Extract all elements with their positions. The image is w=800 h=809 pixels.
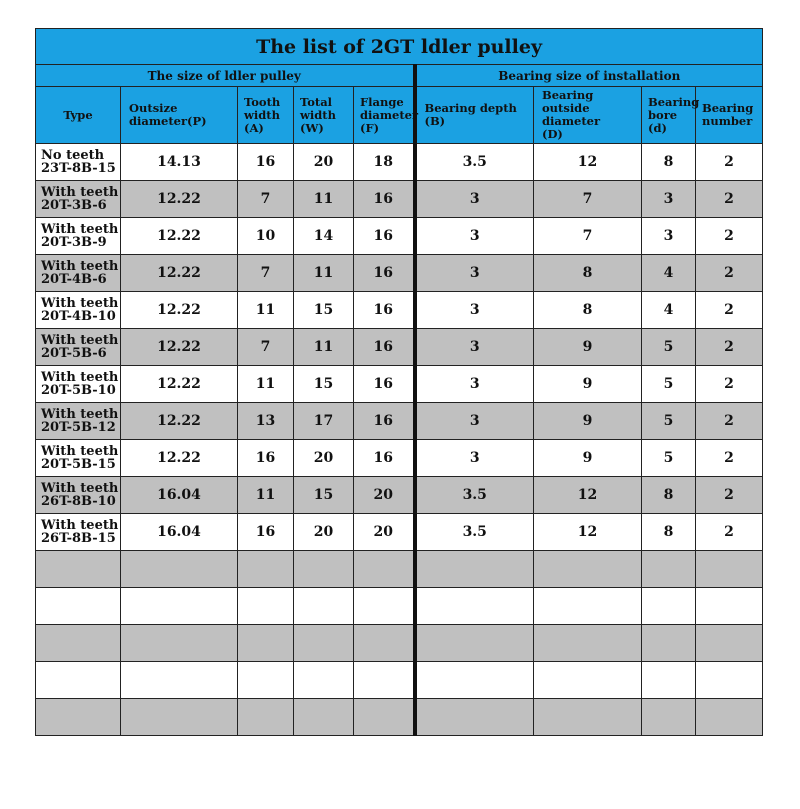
type-code: 20T-5B-6 bbox=[41, 346, 107, 361]
cell-flange-diameter: 18 bbox=[354, 144, 415, 181]
cell-bearing-outside-diameter: 7 bbox=[534, 218, 642, 255]
cell-tooth-width: 10 bbox=[238, 218, 294, 255]
type-code: 20T-4B-10 bbox=[41, 309, 116, 324]
cell-bearing-depth bbox=[415, 625, 534, 662]
cell-flange-diameter: 20 bbox=[354, 477, 415, 514]
cell-total-width bbox=[294, 625, 354, 662]
group-header-bearing-size: Bearing size of installation bbox=[415, 65, 763, 87]
type-code: 20T-4B-6 bbox=[41, 272, 107, 287]
cell-bearing-bore bbox=[642, 625, 696, 662]
cell-flange-diameter bbox=[354, 699, 415, 736]
cell-bearing-depth: 3 bbox=[415, 403, 534, 440]
cell-bearing-number: 2 bbox=[696, 403, 763, 440]
table-row bbox=[36, 181, 763, 218]
cell-bearing-depth bbox=[415, 662, 534, 699]
type-label: With teeth bbox=[41, 222, 119, 237]
cell-bearing-bore: 5 bbox=[642, 440, 696, 477]
cell-flange-diameter: 16 bbox=[354, 218, 415, 255]
cell-bearing-depth: 3 bbox=[415, 366, 534, 403]
col-header-bearing-bore: Bearing bore (d) bbox=[642, 87, 696, 144]
col-header-total-width: Total width (W) bbox=[294, 87, 354, 144]
cell-outsize-diameter: 12.22 bbox=[121, 255, 238, 292]
cell-tooth-width: 7 bbox=[238, 255, 294, 292]
cell-bearing-outside-diameter: 8 bbox=[534, 292, 642, 329]
cell-bearing-bore bbox=[642, 551, 696, 588]
cell-type bbox=[36, 181, 121, 218]
type-label: With teeth bbox=[41, 518, 119, 533]
table-row bbox=[36, 292, 763, 329]
type-code: 20T-5B-10 bbox=[41, 383, 116, 398]
cell-bearing-bore: 3 bbox=[642, 218, 696, 255]
cell-outsize-diameter: 12.22 bbox=[121, 440, 238, 477]
cell-type bbox=[36, 440, 121, 477]
col-header-flange-diameter: Flange diameter (F) bbox=[354, 87, 415, 144]
cell-bearing-bore: 4 bbox=[642, 255, 696, 292]
cell-total-width: 20 bbox=[294, 440, 354, 477]
type-label: With teeth bbox=[41, 333, 119, 348]
cell-tooth-width bbox=[238, 625, 294, 662]
table-row bbox=[36, 477, 763, 514]
cell-bearing-outside-diameter: 12 bbox=[534, 477, 642, 514]
cell-bearing-bore: 5 bbox=[642, 366, 696, 403]
pulley-table bbox=[35, 28, 763, 736]
cell-flange-diameter bbox=[354, 588, 415, 625]
cell-bearing-depth bbox=[415, 588, 534, 625]
cell-bearing-bore bbox=[642, 662, 696, 699]
cell-total-width: 14 bbox=[294, 218, 354, 255]
cell-bearing-number: 2 bbox=[696, 366, 763, 403]
cell-bearing-outside-diameter bbox=[534, 625, 642, 662]
cell-tooth-width: 11 bbox=[238, 477, 294, 514]
cell-bearing-bore: 8 bbox=[642, 477, 696, 514]
cell-flange-diameter bbox=[354, 551, 415, 588]
cell-total-width: 15 bbox=[294, 477, 354, 514]
cell-tooth-width: 11 bbox=[238, 292, 294, 329]
cell-type bbox=[36, 329, 121, 366]
table-row bbox=[36, 699, 763, 736]
col-header-bearing-outside-diameter: Bearing outside diameter (D) bbox=[534, 87, 642, 144]
cell-tooth-width bbox=[238, 551, 294, 588]
cell-bearing-outside-diameter bbox=[534, 588, 642, 625]
cell-bearing-outside-diameter: 12 bbox=[534, 144, 642, 181]
cell-bearing-depth: 3.5 bbox=[415, 514, 534, 551]
cell-total-width bbox=[294, 699, 354, 736]
cell-type bbox=[36, 366, 121, 403]
cell-flange-diameter: 20 bbox=[354, 514, 415, 551]
table-row bbox=[36, 514, 763, 551]
cell-bearing-outside-diameter: 8 bbox=[534, 255, 642, 292]
type-code: 26T-8B-15 bbox=[41, 531, 116, 546]
cell-type bbox=[36, 477, 121, 514]
cell-bearing-outside-diameter bbox=[534, 551, 642, 588]
col-header-bearing-number: Bearing number bbox=[696, 87, 763, 144]
cell-type bbox=[36, 255, 121, 292]
type-code: 20T-5B-12 bbox=[41, 420, 116, 435]
cell-bearing-outside-diameter: 9 bbox=[534, 366, 642, 403]
cell-type bbox=[36, 625, 121, 662]
cell-flange-diameter: 16 bbox=[354, 292, 415, 329]
type-label: With teeth bbox=[41, 407, 119, 422]
cell-outsize-diameter: 12.22 bbox=[121, 403, 238, 440]
cell-total-width bbox=[294, 588, 354, 625]
cell-total-width: 20 bbox=[294, 514, 354, 551]
cell-bearing-outside-diameter: 12 bbox=[534, 514, 642, 551]
cell-type bbox=[36, 292, 121, 329]
cell-outsize-diameter: 12.22 bbox=[121, 366, 238, 403]
cell-bearing-outside-diameter: 9 bbox=[534, 440, 642, 477]
cell-flange-diameter: 16 bbox=[354, 181, 415, 218]
cell-bearing-number bbox=[696, 625, 763, 662]
cell-total-width bbox=[294, 551, 354, 588]
table-row bbox=[36, 551, 763, 588]
type-label: With teeth bbox=[41, 444, 119, 459]
cell-bearing-number: 2 bbox=[696, 440, 763, 477]
cell-total-width: 11 bbox=[294, 181, 354, 218]
cell-total-width: 15 bbox=[294, 366, 354, 403]
table-row bbox=[36, 588, 763, 625]
cell-type bbox=[36, 588, 121, 625]
table-row bbox=[36, 329, 763, 366]
cell-outsize-diameter bbox=[121, 699, 238, 736]
cell-outsize-diameter: 12.22 bbox=[121, 181, 238, 218]
cell-bearing-bore: 8 bbox=[642, 144, 696, 181]
table-row bbox=[36, 218, 763, 255]
table-row bbox=[36, 403, 763, 440]
cell-bearing-bore: 8 bbox=[642, 514, 696, 551]
cell-tooth-width: 16 bbox=[238, 440, 294, 477]
cell-total-width: 17 bbox=[294, 403, 354, 440]
cell-bearing-depth bbox=[415, 699, 534, 736]
cell-flange-diameter bbox=[354, 662, 415, 699]
type-code: 26T-8B-10 bbox=[41, 494, 116, 509]
cell-bearing-number: 2 bbox=[696, 218, 763, 255]
cell-outsize-diameter: 16.04 bbox=[121, 477, 238, 514]
cell-bearing-bore bbox=[642, 588, 696, 625]
cell-bearing-depth: 3 bbox=[415, 181, 534, 218]
cell-outsize-diameter: 12.22 bbox=[121, 329, 238, 366]
cell-total-width: 20 bbox=[294, 144, 354, 181]
cell-bearing-number: 2 bbox=[696, 477, 763, 514]
type-label: No teeth bbox=[41, 148, 105, 163]
cell-tooth-width: 11 bbox=[238, 366, 294, 403]
cell-flange-diameter: 16 bbox=[354, 255, 415, 292]
cell-bearing-depth bbox=[415, 551, 534, 588]
table-row bbox=[36, 662, 763, 699]
cell-bearing-depth: 3.5 bbox=[415, 144, 534, 181]
cell-bearing-number: 2 bbox=[696, 181, 763, 218]
cell-bearing-number bbox=[696, 699, 763, 736]
type-code: 23T-8B-15 bbox=[41, 161, 116, 176]
cell-bearing-depth: 3.5 bbox=[415, 477, 534, 514]
cell-total-width: 11 bbox=[294, 329, 354, 366]
cell-bearing-depth: 3 bbox=[415, 329, 534, 366]
table-row bbox=[36, 625, 763, 662]
cell-flange-diameter: 16 bbox=[354, 440, 415, 477]
cell-bearing-depth: 3 bbox=[415, 292, 534, 329]
cell-bearing-outside-diameter bbox=[534, 699, 642, 736]
type-code: 20T-5B-15 bbox=[41, 457, 116, 472]
cell-flange-diameter: 16 bbox=[354, 403, 415, 440]
col-header-tooth-width: Tooth width (A) bbox=[238, 87, 294, 144]
type-code: 20T-3B-9 bbox=[41, 235, 107, 250]
cell-type bbox=[36, 551, 121, 588]
cell-flange-diameter: 16 bbox=[354, 329, 415, 366]
cell-flange-diameter bbox=[354, 625, 415, 662]
cell-bearing-outside-diameter: 9 bbox=[534, 403, 642, 440]
cell-bearing-outside-diameter: 7 bbox=[534, 181, 642, 218]
cell-tooth-width: 7 bbox=[238, 181, 294, 218]
cell-flange-diameter: 16 bbox=[354, 366, 415, 403]
cell-bearing-depth: 3 bbox=[415, 218, 534, 255]
cell-type bbox=[36, 218, 121, 255]
cell-bearing-number bbox=[696, 551, 763, 588]
cell-bearing-outside-diameter bbox=[534, 662, 642, 699]
cell-tooth-width: 16 bbox=[238, 144, 294, 181]
cell-type bbox=[36, 662, 121, 699]
cell-total-width bbox=[294, 662, 354, 699]
col-header-type: Type bbox=[36, 87, 121, 144]
cell-bearing-number: 2 bbox=[696, 292, 763, 329]
cell-bearing-number bbox=[696, 662, 763, 699]
cell-tooth-width bbox=[238, 588, 294, 625]
cell-tooth-width: 16 bbox=[238, 514, 294, 551]
cell-bearing-number bbox=[696, 588, 763, 625]
cell-outsize-diameter bbox=[121, 551, 238, 588]
cell-type bbox=[36, 403, 121, 440]
group-header-pulley-size: The size of ldler pulley bbox=[36, 65, 415, 87]
cell-outsize-diameter: 14.13 bbox=[121, 144, 238, 181]
cell-tooth-width: 7 bbox=[238, 329, 294, 366]
type-label: With teeth bbox=[41, 370, 119, 385]
cell-outsize-diameter: 12.22 bbox=[121, 218, 238, 255]
cell-bearing-outside-diameter: 9 bbox=[534, 329, 642, 366]
cell-bearing-depth: 3 bbox=[415, 440, 534, 477]
type-label: With teeth bbox=[41, 185, 119, 200]
cell-outsize-diameter: 12.22 bbox=[121, 292, 238, 329]
cell-type bbox=[36, 699, 121, 736]
col-header-outsize-diameter: Outsize diameter(P) bbox=[121, 87, 238, 144]
table-row bbox=[36, 144, 763, 181]
table-row bbox=[36, 255, 763, 292]
cell-type bbox=[36, 514, 121, 551]
cell-outsize-diameter: 16.04 bbox=[121, 514, 238, 551]
pulley-spec-sheet bbox=[35, 28, 762, 736]
table-row bbox=[36, 440, 763, 477]
table-title: The list of 2GT ldler pulley bbox=[36, 29, 763, 65]
type-label: With teeth bbox=[41, 296, 119, 311]
table-body bbox=[36, 144, 763, 736]
cell-bearing-bore: 3 bbox=[642, 181, 696, 218]
cell-bearing-depth: 3 bbox=[415, 255, 534, 292]
cell-bearing-bore: 4 bbox=[642, 292, 696, 329]
cell-total-width: 11 bbox=[294, 255, 354, 292]
cell-bearing-bore: 5 bbox=[642, 403, 696, 440]
cell-outsize-diameter bbox=[121, 588, 238, 625]
cell-bearing-bore: 5 bbox=[642, 329, 696, 366]
cell-bearing-number: 2 bbox=[696, 329, 763, 366]
cell-tooth-width: 13 bbox=[238, 403, 294, 440]
cell-bearing-number: 2 bbox=[696, 144, 763, 181]
type-label: With teeth bbox=[41, 481, 119, 496]
cell-bearing-number: 2 bbox=[696, 514, 763, 551]
cell-tooth-width bbox=[238, 662, 294, 699]
cell-tooth-width bbox=[238, 699, 294, 736]
type-label: With teeth bbox=[41, 259, 119, 274]
cell-type bbox=[36, 144, 121, 181]
type-code: 20T-3B-6 bbox=[41, 198, 107, 213]
cell-outsize-diameter bbox=[121, 662, 238, 699]
cell-bearing-number: 2 bbox=[696, 255, 763, 292]
cell-total-width: 15 bbox=[294, 292, 354, 329]
table-row bbox=[36, 366, 763, 403]
cell-outsize-diameter bbox=[121, 625, 238, 662]
cell-bearing-bore bbox=[642, 699, 696, 736]
col-header-bearing-depth: Bearing depth (B) bbox=[415, 87, 534, 144]
